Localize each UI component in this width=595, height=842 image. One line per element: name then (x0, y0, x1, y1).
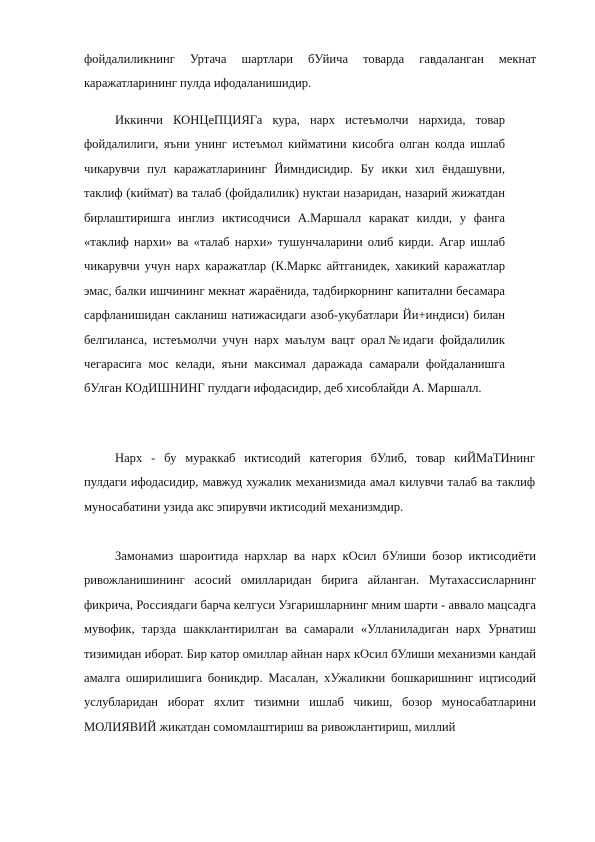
paragraph-2: Иккинчи КОНЦеПЦИЯГа кура, нарх истеъмолчи нархида, товар фойдалилиги, яъни унинг истеъмол кийматини кисобга олган колда ишлаб чикарувчи пул каражатларининг Йимндисидир. Бу икки хил ёндашувни, таклиф (киймат) ва талаб (фойдалилик) нуктаи назаридан, назарий жижатдан бирлаштиришга инглиз иктисодчиси А.Маршалл каракат килди, у фанга «таклиф нархи» ва «талаб нархи» тушунчаларини олиб кирди. Агар ишлаб чикарувчи учун нарх каражатлар (К.Маркс айтганидек, хакикий каражатлар эмас, балки ишчининг мекнат жараёнида, тадбиркорнинг капитални бесамара сарфланишидан сакланиш натижасидаги азоб-укубатлари Йи+индиси) билан белгиланса, истеъмолчи учун нарх маълум вацт орал№идаги фойдалилик чегарасига мос келади, яъни максимал даражада самарали фойдаланишга бУлган КОдИШНИНГ пулдаги ифодасидир, деб хисоблайди А. Маршалл. (84, 113, 505, 396)
paragraph-3: Нарх - бу мураккаб иктисодий категория бУлиб, товар киЙМаТИнинг пулдаги ифодасидир, мавжуд хужалик механизмида амал килувчи талаб ва таклиф муносабатини узида акс эпирувчи иктисодий механизмдир. (84, 451, 535, 514)
paragraph-4: Замонамиз шароитида нархлар ва нарх кОсил бУлиши бозор иктисодиёти ривожланишининг асосий омилларидан бирига айланган. Мутахассисларнинг фикрича, Россиядаги барча келгуси Узгаришларнинг мним шарти - аввало мацсадга мувофик, тарзда шакклантирилган ва самарали «Улланиладиган нарх Урнатиш тизимидан иборат. Бир катор омиллар айнан нарх кОсил бУлиши механизми кандай амалга оширилишига боникдир. Масалан, хУжаликни бошкаришнинг ицтисодий услубларидан иборат яхлит тизимни ишлаб чикиш, бозор муносабатларини МОЛИЯВИЙ жикатдан сомомлаштириш ва ривожлантириш, миллий (84, 549, 536, 734)
paragraph-1: фойдалиликнинг Уртача шартлари бУйича товарда гавдаланган мекнат каражатларининг пулда ифодаланишидир. (84, 52, 536, 91)
